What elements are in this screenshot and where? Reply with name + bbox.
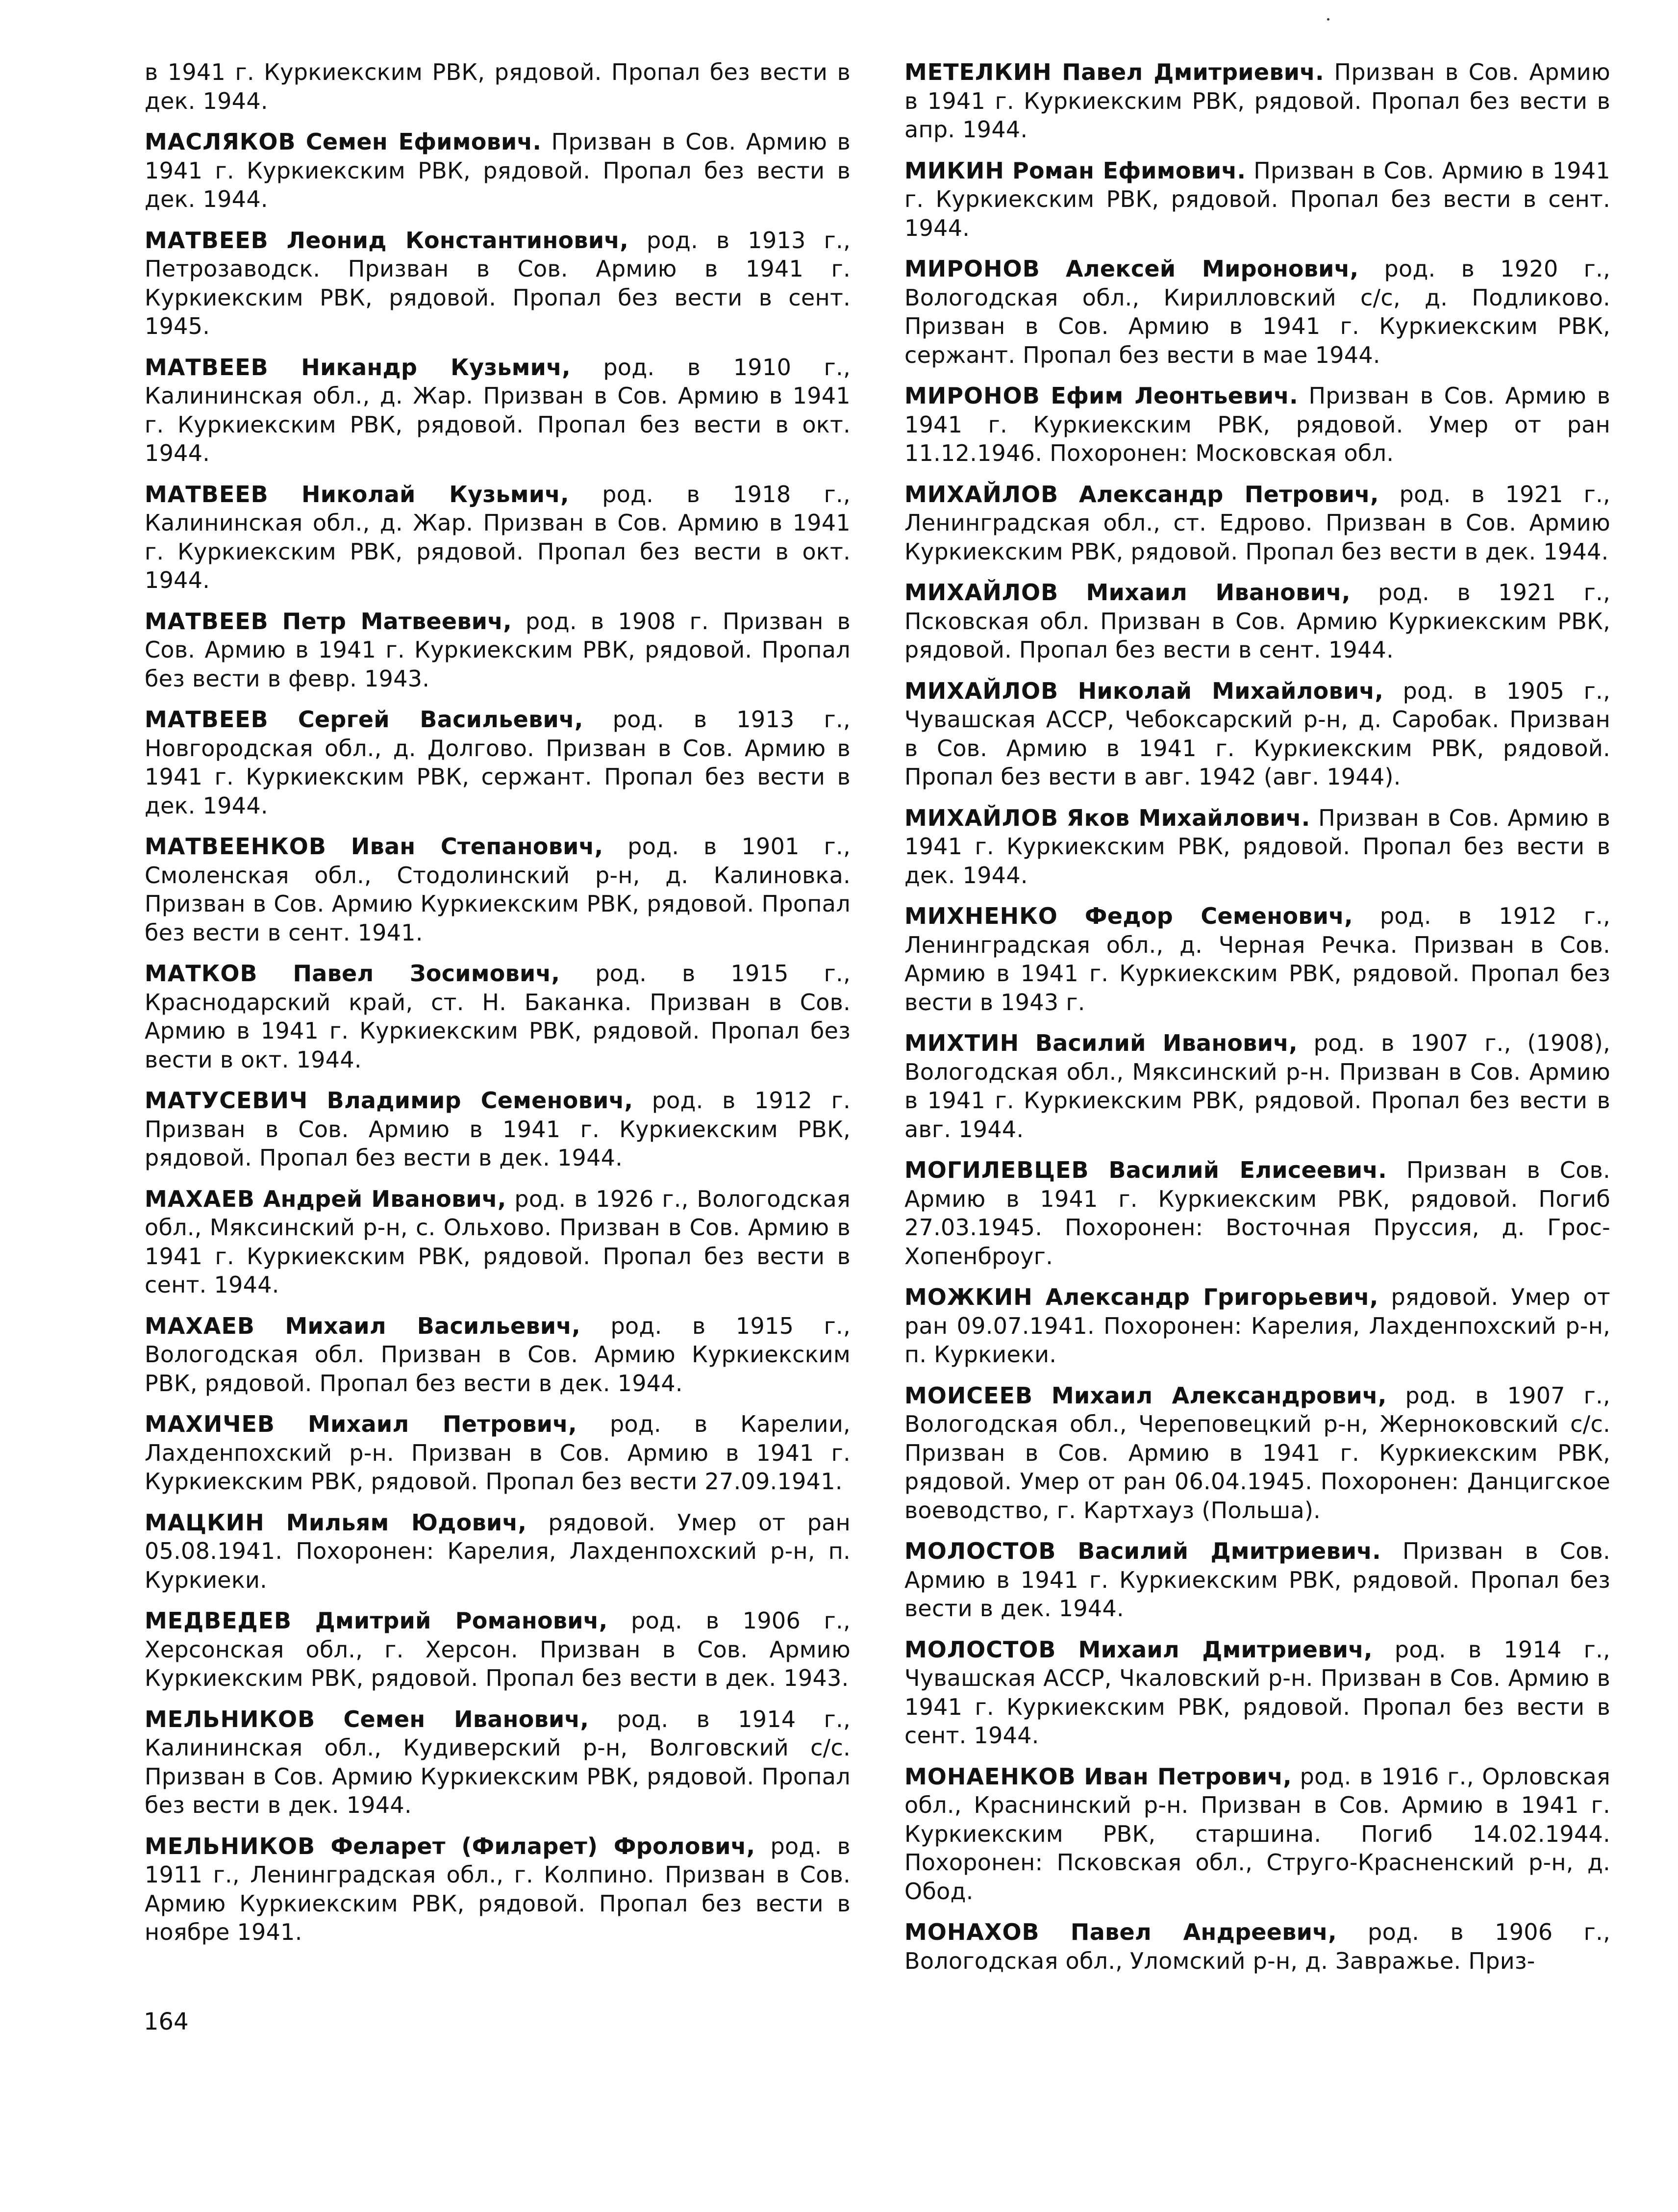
- register-entry: [904, 1381, 1610, 1525]
- register-entry: [904, 156, 1610, 243]
- entry-surname: МИКИН: [904, 157, 1004, 184]
- entry-surname: МАТВЕЕВ: [145, 706, 269, 733]
- entry-given-name: Николай Михайлович,: [1077, 677, 1384, 704]
- register-entry: [904, 1029, 1610, 1144]
- entry-surname: МАТУСЕВИЧ: [145, 1087, 308, 1114]
- entry-text: род. в 1908 г. Призван в Сов. Армию в 1941 г. Куркиекским РВК, рядовой. Пропал без вести в февр. 1943.: [145, 608, 851, 692]
- entry-text: род. в 1913 г., Петрозаводск. Призван в Сов. Армию в 1941 г. Куркиекским РВК, рядовой. Пропал без вести в сент. 1945.: [145, 227, 851, 339]
- entry-given-name: Николай Кузьмич,: [301, 481, 569, 508]
- entry-given-name: Владимир Семенович,: [326, 1087, 633, 1114]
- entry-given-name: Роман Ефимович.: [1012, 157, 1246, 184]
- entry-surname: МАЦКИН: [145, 1509, 265, 1536]
- register-entry: [904, 902, 1610, 1017]
- entry-text: Призван в Сов. Армию в 1941 г. Куркиекским РВК, рядовой. Умер от ран 11.12.1946. Похоронен: Московская обл.: [904, 382, 1610, 466]
- entry-surname: МАТКОВ: [145, 960, 258, 987]
- register-entry: [145, 480, 851, 595]
- register-entry: [145, 1410, 851, 1496]
- register-entry: [904, 804, 1610, 890]
- register-entry: [145, 1185, 851, 1299]
- register-entry: [904, 58, 1610, 144]
- entry-surname: МЕТЕЛКИН: [904, 59, 1052, 85]
- entry-surname: МАТВЕЕВ: [145, 354, 269, 381]
- entry-given-name: Федор Семенович,: [1084, 903, 1353, 929]
- entry-surname: МИХТИН: [904, 1030, 1020, 1056]
- entry-text: род. в 1915 г., Краснодарский край, ст. Н. Баканка. Призван в Сов. Армию в 1941 г. Куркиекским РВК, рядовой. Пропал без вести в окт. 1944.: [145, 960, 851, 1073]
- entry-text: род. в 1906 г., Вологодская обл., Уломский р-н, д. Завражье. Приз-: [904, 1919, 1610, 1974]
- register-entry: [904, 1635, 1610, 1750]
- register-entry: [904, 1283, 1610, 1369]
- entry-text: рядовой. Умер от ран 05.08.1941. Похоронен: Карелия, Лахденпохский р-н, п. Куркиеки.: [145, 1509, 851, 1593]
- register-entry: [904, 1156, 1610, 1271]
- entry-given-name: Феларет (Филарет) Фролович,: [330, 1832, 755, 1859]
- register-entry: [904, 1537, 1610, 1623]
- entry-surname: МИРОНОВ: [904, 255, 1040, 282]
- register-entry: [145, 705, 851, 820]
- entry-text: род. в 1912 г., Ленинградская обл., д. Черная Речка. Призван в Сов. Армию в 1941 г. Куркиекским РВК, рядовой. Пропал без вести в 1943 г.: [904, 903, 1610, 1016]
- entry-given-name: Семен Иванович,: [343, 1705, 589, 1732]
- entry-surname: МОЖКИН: [904, 1284, 1033, 1310]
- entry-given-name: Алексей Миронович,: [1065, 255, 1359, 282]
- register-entry: [145, 127, 851, 214]
- register-entry: [145, 959, 851, 1074]
- entry-text: род. в 1926 г., Вологодская обл., Мяксинский р-н, с. Ольхово. Призван в Сов. Армию в 1941 г. Куркиекским РВК, рядовой. Пропал без вести в сент. 1944.: [145, 1185, 851, 1298]
- entry-text: Призван в Сов. Армию в 1941 г. Куркиекским РВК, рядовой. Пропал без вести в дек. 1944.: [904, 804, 1610, 889]
- register-entry: [904, 1762, 1610, 1906]
- page-number: 164: [144, 2008, 189, 2035]
- register-entry: [145, 1705, 851, 1820]
- entry-given-name: Михаил Александрович,: [1051, 1382, 1387, 1409]
- entry-given-name: Иван Петрович,: [1084, 1763, 1292, 1790]
- register-entry: [145, 1606, 851, 1693]
- entry-text: род. в 1906 г., Херсонская обл., г. Херсон. Призван в Сов. Армию Куркиекским РВК, рядовой. Пропал без вести в дек. 1943.: [145, 1607, 851, 1691]
- entry-given-name: Сергей Васильевич,: [298, 706, 583, 733]
- entry-given-name: Семен Ефимович.: [305, 128, 542, 155]
- entry-text: Призван в Сов. Армию в 1941 г. Куркиекским РВК, рядовой. Погиб 27.03.1945. Похоронен: Восточная Пруссия, д. Грос-Хопенброуг.: [904, 1157, 1610, 1270]
- entry-surname: МАТВЕЕНКОВ: [145, 833, 326, 860]
- entry-surname: МАТВЕЕВ: [145, 481, 269, 508]
- entry-text: род. в 1916 г., Орловская обл., Краснинский р-н. Призван в Сов. Армию в 1941 г. Куркиекским РВК, старшина. Погиб 14.02.1944. Похоронен: Псковская обл., Струго-Красненский р-н, д. Обод.: [904, 1763, 1610, 1905]
- entry-surname: МИХАЙЛОВ: [904, 579, 1059, 606]
- entry-text: Призван в Сов. Армию в 1941 г. Куркиекским РВК, рядовой. Пропал без вести в дек. 1944.: [145, 128, 851, 212]
- entry-text: род. в 1907 г., Вологодская обл., Череповецкий р-н, Жерноковский с/с. Призван в Сов. Армию в 1941 г. Куркиекским РВК, рядовой. Умер от ран 06.04.1945. Похоронен: Данцигское воеводство, г. Картхауз (Польша).: [904, 1382, 1610, 1524]
- register-entry: [904, 381, 1610, 468]
- entry-surname: МИХАЙЛОВ: [904, 804, 1059, 831]
- register-entry: [145, 832, 851, 947]
- entry-surname: МАХИЧЕВ: [145, 1411, 275, 1437]
- entry-given-name: Павел Зосимович,: [293, 960, 560, 987]
- entry-surname: МАХАЕВ: [145, 1312, 255, 1339]
- entry-text: род. в 1914 г., Чувашская АССР, Чкаловский р-н. Призван в Сов. Армию в 1941 г. Куркиекским РВК, рядовой. Пропал без вести в сент. 1944.: [904, 1636, 1610, 1749]
- register-entry: [145, 353, 851, 468]
- entry-surname: МЕЛЬНИКОВ: [145, 1705, 316, 1732]
- entry-surname: МИХНЕНКО: [904, 903, 1058, 929]
- entry-surname: МИХАЙЛОВ: [904, 677, 1059, 704]
- entry-surname: МИХАЙЛОВ: [904, 481, 1059, 508]
- entry-given-name: Василий Елисеевич.: [1108, 1157, 1387, 1183]
- entry-given-name: Мильям Юдович,: [286, 1509, 527, 1536]
- entry-given-name: Александр Григорьевич,: [1045, 1284, 1378, 1310]
- entry-text: род. в 1910 г., Калининская обл., д. Жар. Призван в Сов. Армию в 1941 г. Куркиекским РВК, рядовой. Пропал без вести в окт. 1944.: [145, 354, 851, 466]
- register-entry: [904, 1918, 1610, 1975]
- entry-given-name: Михаил Иванович,: [1086, 579, 1351, 606]
- right-column: [904, 58, 1610, 1987]
- entry-given-name: Василий Дмитриевич.: [1077, 1538, 1381, 1564]
- entry-surname: МАТВЕЕВ: [145, 227, 269, 254]
- register-entry: [145, 1086, 851, 1172]
- register-entry: [145, 1312, 851, 1398]
- register-entry: [904, 677, 1610, 791]
- entry-text: род. в 1912 г. Призван в Сов. Армию в 1941 г. Куркиекским РВК, рядовой. Пропал без вести в дек. 1944.: [145, 1087, 851, 1171]
- entry-given-name: Александр Петрович,: [1079, 481, 1379, 508]
- entry-text: Призван в Сов. Армию в 1941 г. Куркиекским РВК, рядовой. Пропал без вести в сент. 1944.: [904, 157, 1610, 241]
- entry-surname: МОИСЕЕВ: [904, 1382, 1033, 1409]
- entry-given-name: Дмитрий Романович,: [315, 1607, 608, 1634]
- entry-given-name: Яков Михайлович.: [1066, 804, 1310, 831]
- entry-given-name: Петр Матвеевич,: [282, 608, 512, 635]
- entry-surname: МЕЛЬНИКОВ: [145, 1832, 316, 1859]
- entry-surname: МОЛОСТОВ: [904, 1538, 1056, 1564]
- entry-text: род. в 1921 г., Ленинградская обл., ст. Едрово. Призван в Сов. Армию Куркиекским РВК, рядовой. Пропал без вести в дек. 1944.: [904, 481, 1610, 565]
- register-entry: [904, 480, 1610, 566]
- entry-surname: МАТВЕЕВ: [145, 608, 269, 635]
- entry-given-name: Павел Андреевич,: [1070, 1919, 1337, 1945]
- entry-given-name: Никандр Кузьмич,: [301, 354, 571, 381]
- entry-text: род. в 1918 г., Калининская обл., д. Жар. Призван в Сов. Армию в 1941 г. Куркиекским РВК, рядовой. Пропал без вести в окт. 1944.: [145, 481, 851, 593]
- entry-text: рядовой. Умер от ран 09.07.1941. Похоронен: Карелия, Лахденпохский р-н, п. Куркиеки.: [904, 1284, 1610, 1368]
- entry-given-name: Ефим Леонтьевич.: [1051, 382, 1298, 409]
- entry-surname: МОНАЕНКОВ: [904, 1763, 1076, 1790]
- register-entry: [145, 58, 851, 115]
- entry-text: род. в 1905 г., Чувашская АССР, Чебоксарский р-н, д. Саробак. Призван в Сов. Армию в 1941 г. Куркиекским РВК, рядовой. Пропал без вести в авг. 1942 (авг. 1944).: [904, 677, 1610, 790]
- entry-text: род. в 1901 г., Смоленская обл., Стодолинский р-н, д. Калиновка. Призван в Сов. Армию Куркиекским РВК, рядовой. Пропал без вести в сент. 1941.: [145, 833, 851, 946]
- entry-text: род. в 1921 г., Псковская обл. Призван в Сов. Армию Куркиекским РВК, рядовой. Пропал без вести в сент. 1944.: [904, 579, 1610, 663]
- entry-given-name: Михаил Петрович,: [308, 1411, 577, 1437]
- entry-surname: МОГИЛЕВЦЕВ: [904, 1157, 1089, 1183]
- entry-surname: МАХАЕВ: [145, 1185, 255, 1212]
- register-entry: [904, 578, 1610, 664]
- entry-given-name: Михаил Дмитриевич,: [1078, 1636, 1373, 1663]
- entry-text: Призван в Сов. Армию в 1941 г. Куркиекским РВК, рядовой. Пропал без вести в апр. 1944.: [904, 59, 1610, 143]
- left-column: [145, 58, 851, 1959]
- entry-text: род. в 1911 г., Ленинградская обл., г. Колпино. Призван в Сов. Армию Куркиекским РВК, рядовой. Пропал без вести в ноябре 1941.: [145, 1832, 851, 1945]
- entry-surname: МАСЛЯКОВ: [145, 128, 296, 155]
- entry-given-name: Михаил Васильевич,: [285, 1312, 581, 1339]
- entry-text: род. в Карелии, Лахденпохский р-н. Призван в Сов. Армию в 1941 г. Куркиекским РВК, рядовой. Пропал без вести 27.09.1941.: [145, 1411, 851, 1495]
- print-speck: [1327, 18, 1329, 21]
- register-entry: [145, 607, 851, 693]
- entry-text: род. в 1907 г., (1908), Вологодская обл., Мяксинский р-н. Призван в Сов. Армию в 1941 г. Куркиекским РВК, рядовой. Пропал без вести в авг. 1944.: [904, 1030, 1610, 1143]
- entry-text: Призван в Сов. Армию в 1941 г. Куркиекским РВК, рядовой. Пропал без вести в дек. 1944.: [904, 1538, 1610, 1622]
- register-entry: [145, 1832, 851, 1947]
- entry-given-name: Павел Дмитриевич.: [1062, 59, 1324, 85]
- entry-given-name: Иван Степанович,: [351, 833, 603, 860]
- entry-given-name: Андрей Иванович,: [263, 1185, 506, 1212]
- register-entry: [904, 254, 1610, 369]
- entry-text: род. в 1914 г., Калининская обл., Кудиверский р-н, Волговский с/с. Призван в Сов. Армию Куркиекским РВК, рядовой. Пропал без вести в дек. 1944.: [145, 1705, 851, 1818]
- entry-surname: МИРОНОВ: [904, 382, 1040, 409]
- entry-given-name: Леонид Константинович,: [286, 227, 629, 254]
- register-entry: [145, 1508, 851, 1595]
- entry-text: род. в 1920 г., Вологодская обл., Кирилловский с/с, д. Подликово. Призван в Сов. Армию в 1941 г. Куркиекским РВК, сержант. Пропал без вести в мае 1944.: [904, 255, 1610, 368]
- entry-surname: МЕДВЕДЕВ: [145, 1607, 292, 1634]
- entry-given-name: Василий Иванович,: [1035, 1030, 1298, 1056]
- entry-text: род. в 1915 г., Вологодская обл. Призван в Сов. Армию Куркиекским РВК, рядовой. Пропал без вести в дек. 1944.: [145, 1312, 851, 1397]
- register-entry: [145, 226, 851, 341]
- entry-text: род. в 1913 г., Новгородская обл., д. Долгово. Призван в Сов. Армию в 1941 г. Куркиекским РВК, сержант. Пропал без вести в дек. 1944.: [145, 706, 851, 819]
- entry-text: в 1941 г. Куркиекским РВК, рядовой. Пропал без вести в дек. 1944.: [145, 59, 851, 114]
- entry-surname: МОЛОСТОВ: [904, 1636, 1056, 1663]
- entry-surname: МОНАХОВ: [904, 1919, 1040, 1945]
